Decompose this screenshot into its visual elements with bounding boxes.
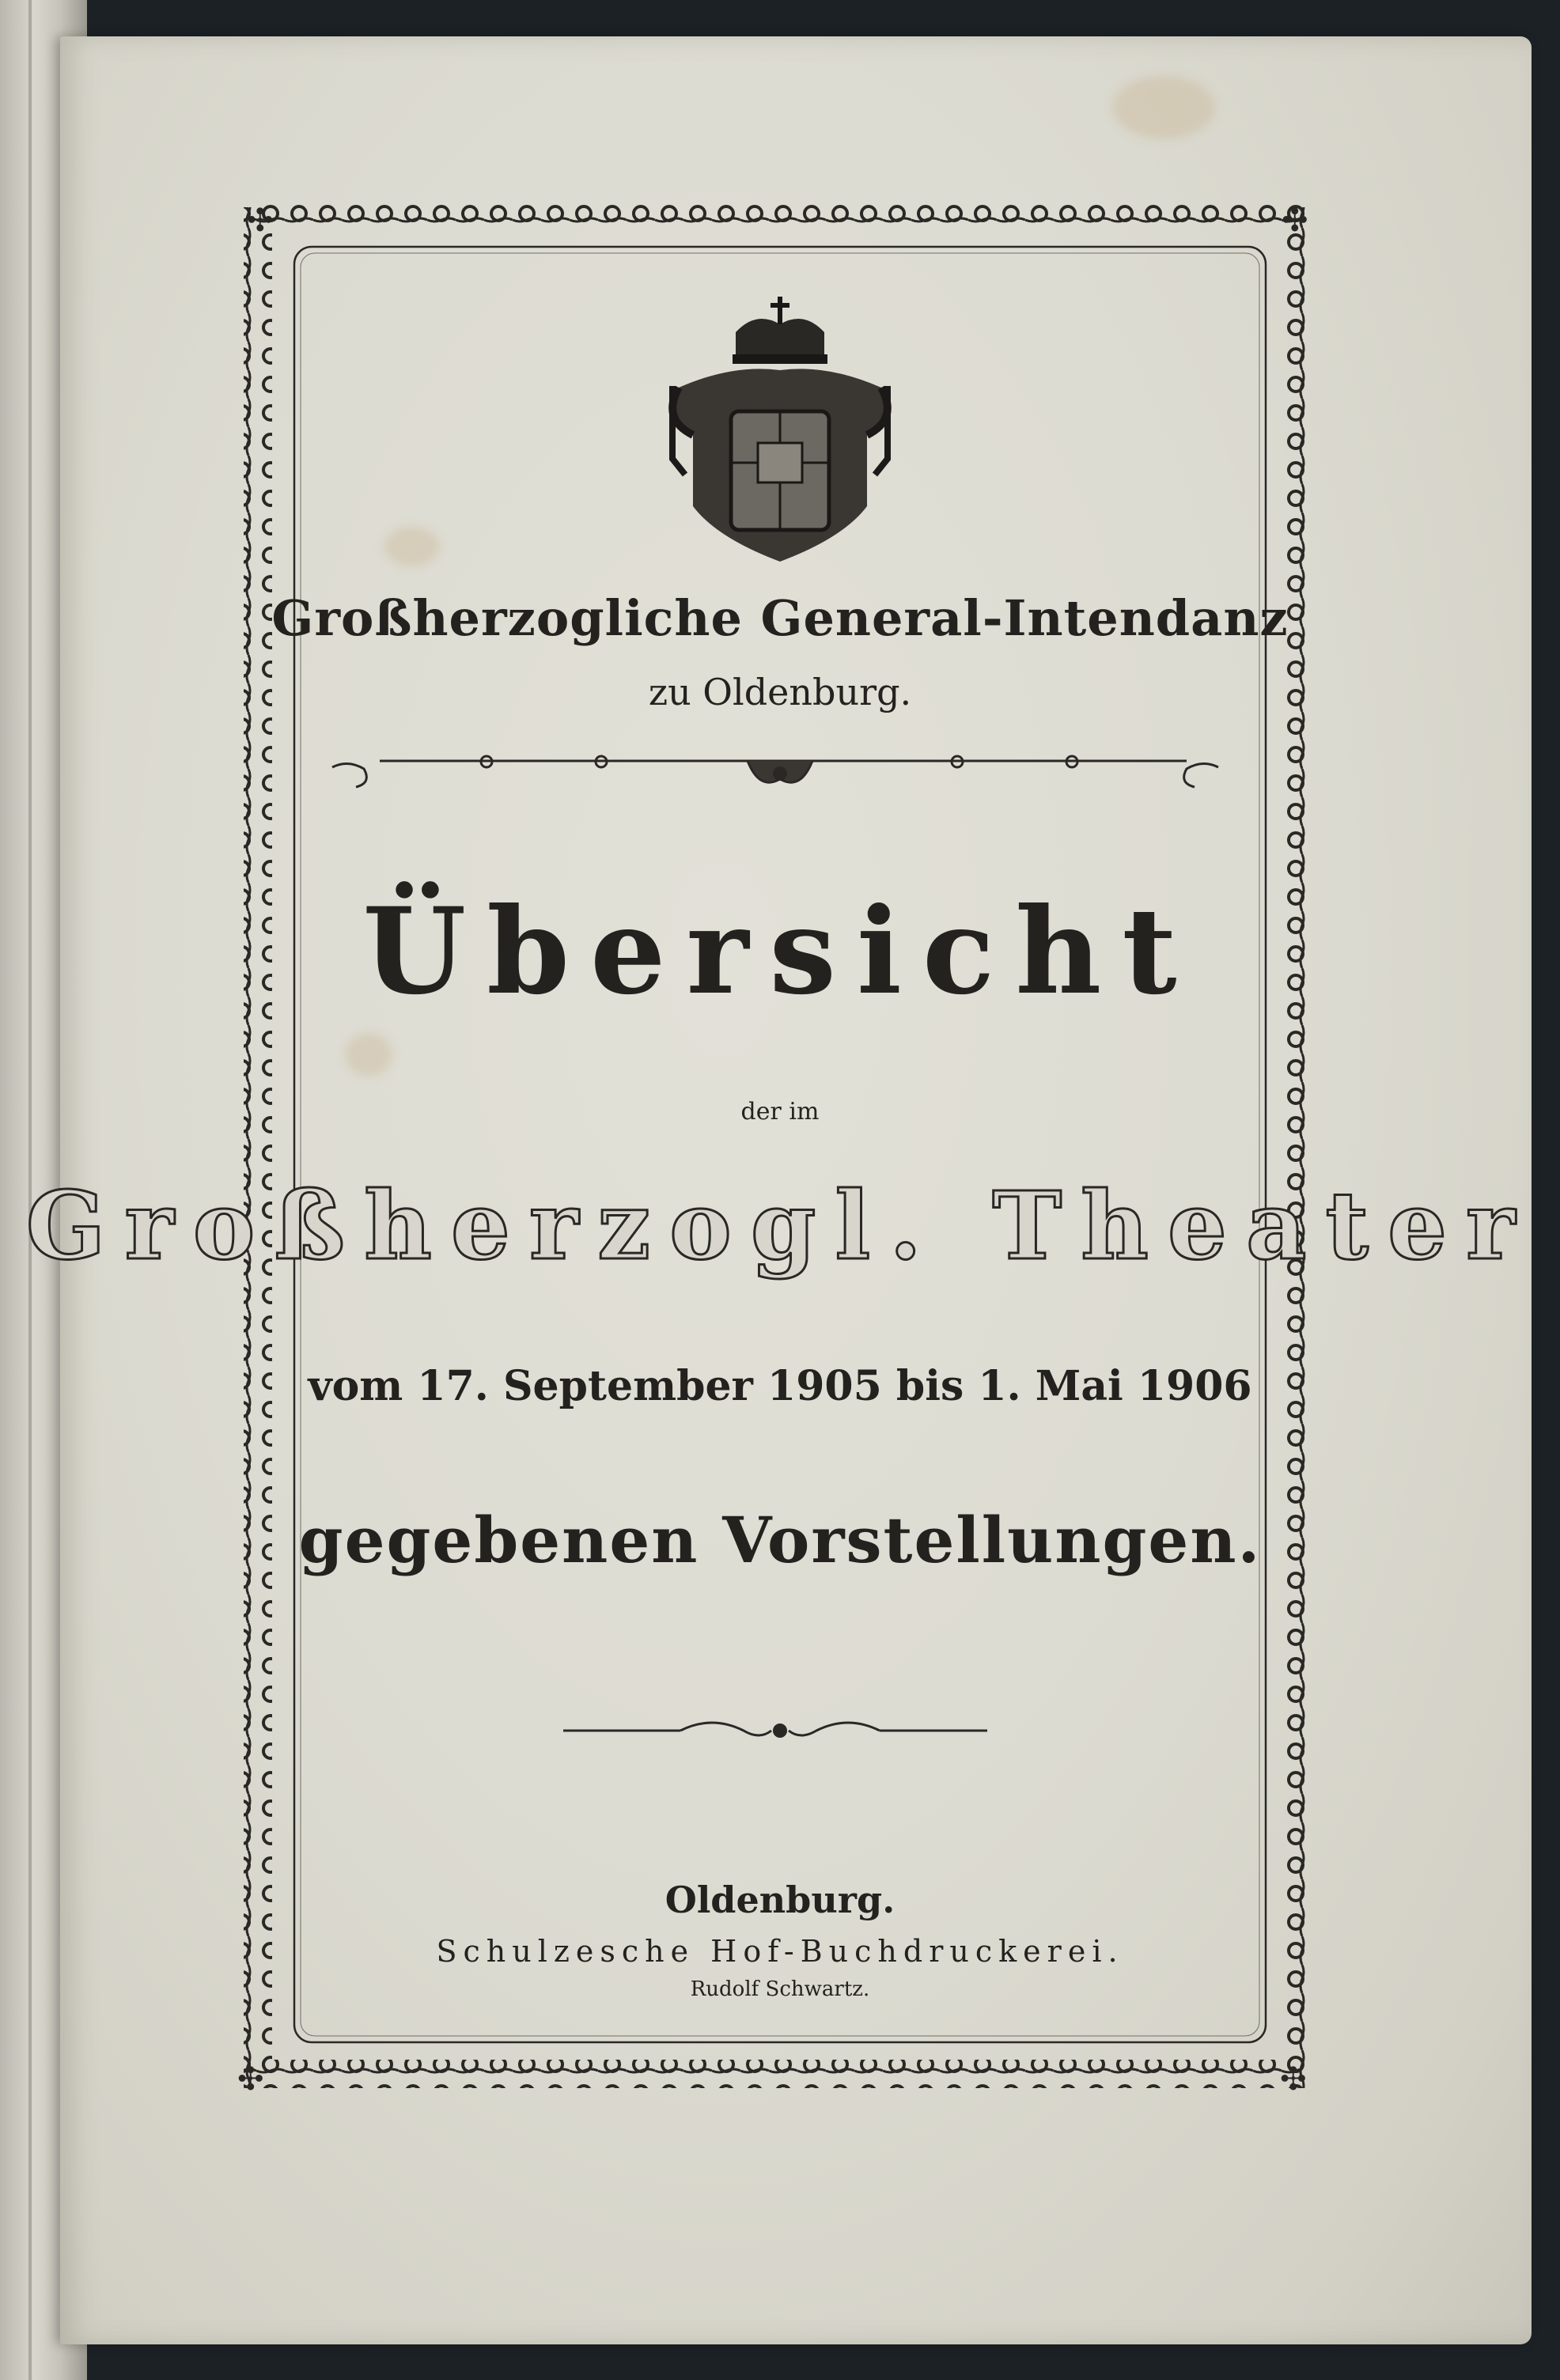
corner-ornament-icon: ✣ bbox=[237, 2061, 264, 2098]
title-subject: gegebenen Vorstellungen. bbox=[298, 1503, 1262, 1577]
corner-ornament-icon: ✣ bbox=[247, 202, 274, 239]
theater-name: Großherzogl. Theater bbox=[25, 1171, 1535, 1281]
title-connector: der im bbox=[740, 1098, 820, 1126]
ornamental-rule-icon bbox=[332, 756, 1218, 787]
season-dates: vom 17. September 1905 bis 1. Mai 1906 bbox=[308, 1362, 1252, 1410]
imprint-printer: Schulzesche Hof-Buchdruckerei. bbox=[436, 1934, 1124, 1969]
corner-ornament-icon: ✣ bbox=[1282, 202, 1308, 239]
main-title: Übersicht bbox=[362, 882, 1198, 1021]
frame-border-right bbox=[1277, 207, 1305, 2088]
crowned-coat-of-arms-icon bbox=[672, 297, 888, 562]
imprint-owner: Rudolf Schwartz. bbox=[690, 1977, 870, 2001]
ornamental-rule-icon bbox=[563, 1723, 987, 1738]
publisher-authority: Großherzogliche General-Intendanz bbox=[271, 589, 1289, 647]
imprint-city: Oldenburg. bbox=[665, 1879, 895, 1921]
frame-border-left bbox=[244, 207, 272, 2088]
frame-border-top bbox=[253, 202, 1305, 231]
corner-ornament-icon: ✣ bbox=[1280, 2061, 1307, 2098]
publisher-place: zu Oldenburg. bbox=[648, 671, 912, 713]
frame-border-bottom bbox=[244, 2060, 1302, 2088]
